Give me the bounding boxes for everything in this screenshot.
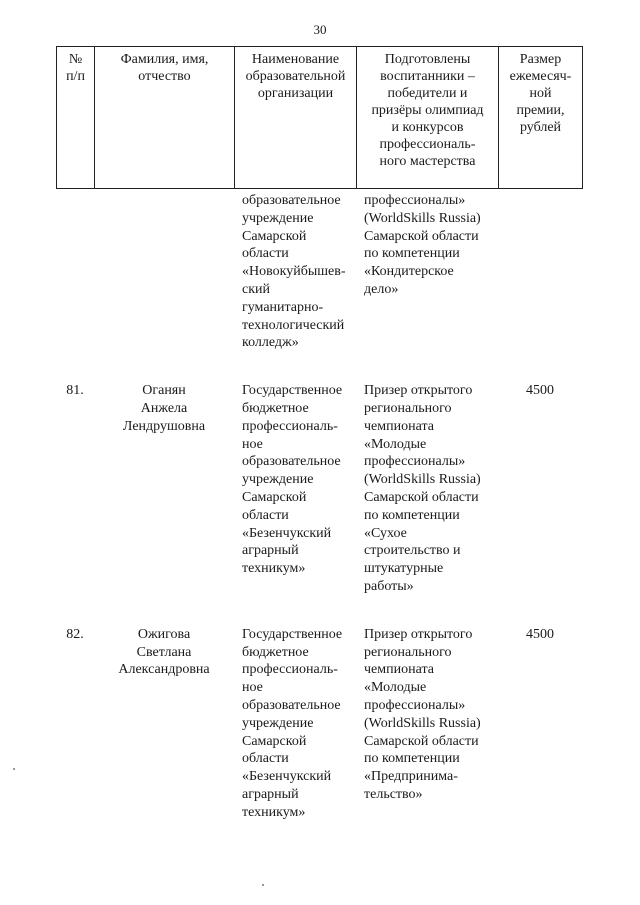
cell-line: «Предпринима- — [364, 769, 458, 785]
cell-line: «Безенчукский — [242, 525, 332, 541]
cell-line: Государственное — [242, 383, 343, 399]
header-line: Размер — [519, 52, 562, 67]
cell-line: техникум» — [242, 561, 306, 577]
column-header-bonus — [499, 47, 583, 189]
cell-line: бюджетное — [242, 644, 309, 660]
cell-line: регионального — [364, 644, 452, 660]
cell-name — [94, 190, 234, 382]
table-header — [56, 46, 583, 189]
header-line: и конкурсов — [391, 120, 464, 135]
cell-line: области — [242, 751, 289, 767]
cell-line: образовательное — [242, 454, 341, 470]
header-line: ной — [529, 86, 552, 101]
cell-line: аграрный — [242, 543, 299, 559]
cell-achievement — [356, 382, 498, 626]
header-line: призёры олимпиад — [371, 103, 484, 118]
cell-line: Ожигова — [137, 626, 191, 642]
cell-line: штукатурные — [364, 561, 444, 577]
table-row-continuation — [56, 190, 582, 382]
page-number: 30 — [313, 22, 327, 37]
cell-line: ное — [242, 680, 263, 696]
cell-line: учреждение — [242, 210, 314, 226]
cell-line: образовательное — [242, 193, 341, 208]
cell-line: технологический — [242, 317, 345, 333]
table-row — [56, 626, 582, 852]
header-line: ежемесяч- — [509, 69, 572, 84]
cell-line: Государственное — [242, 626, 343, 642]
cell-line: колледж» — [242, 335, 299, 351]
header-line: № — [68, 52, 83, 67]
cell-line: области — [242, 246, 289, 262]
cell-line: профессионалы» — [364, 454, 466, 470]
header-line: Наименование — [251, 52, 340, 67]
cell-line: тельство» — [364, 786, 423, 802]
cell-line: учреждение — [242, 472, 314, 488]
cell-line: строительство и — [364, 543, 461, 559]
cell-line: по компетенции — [364, 246, 460, 262]
column-header-number — [57, 47, 95, 189]
header-line: организации — [257, 86, 334, 101]
cell-bonus: 4500 — [526, 626, 554, 642]
cell-achievement — [356, 626, 498, 852]
header-line: Подготовлены — [384, 52, 471, 67]
cell-line: области — [242, 507, 289, 523]
column-header-organization — [235, 47, 357, 189]
scan-speck — [13, 768, 15, 770]
cell-line: Анжела — [140, 400, 188, 416]
cell-line: работы» — [364, 578, 414, 594]
table-row — [56, 382, 582, 626]
cell-line: бюджетное — [242, 400, 309, 416]
cell-organization — [234, 626, 356, 852]
cell-line: аграрный — [242, 786, 299, 802]
column-header-achievement — [357, 47, 499, 189]
cell-line: чемпионата — [364, 662, 434, 678]
table-body — [56, 190, 582, 852]
header-line: отчество — [138, 69, 191, 84]
header-line: профессиональ- — [379, 137, 476, 152]
cell-line: гуманитарно- — [242, 299, 324, 315]
cell-line: профессионалы» — [364, 697, 466, 713]
scan-speck — [262, 884, 264, 886]
cell-line: чемпионата — [364, 418, 434, 434]
cell-line: Самарской — [242, 733, 307, 749]
cell-name — [94, 382, 234, 626]
cell-number: 82. — [66, 626, 84, 642]
cell-number — [56, 190, 94, 382]
header-line: победители и — [387, 86, 468, 101]
cell-line: Самарской — [242, 228, 307, 244]
cell-line: образовательное — [242, 697, 341, 713]
cell-line: «Новокуйбышев- — [242, 264, 346, 280]
cell-line: ное — [242, 436, 263, 452]
cell-line: «Молодые — [364, 680, 427, 696]
cell-line: (WorldSkills Russia) — [364, 210, 481, 226]
cell-line: по компетенции — [364, 507, 460, 523]
header-line: воспитанники – — [380, 69, 475, 84]
cell-line: «Безенчукский — [242, 769, 332, 785]
cell-organization — [234, 190, 356, 382]
cell-line: Светлана — [136, 644, 192, 660]
cell-number: 81. — [66, 383, 84, 399]
cell-line: Призер открытого — [364, 383, 473, 399]
cell-line: Самарской области — [364, 489, 479, 505]
cell-line: Лендрушовна — [122, 418, 206, 434]
header-line: образовательной — [245, 69, 346, 84]
cell-organization — [234, 382, 356, 626]
cell-line: регионального — [364, 400, 452, 416]
cell-line: «Кондитерское — [364, 264, 454, 280]
column-header-name — [95, 47, 235, 189]
cell-line: Самарской области — [364, 228, 479, 244]
cell-line: «Молодые — [364, 436, 427, 452]
cell-line: Призер открытого — [364, 626, 473, 642]
cell-line: профессиональ- — [242, 662, 338, 678]
cell-line: Самарской — [242, 489, 307, 505]
cell-line: (WorldSkills Russia) — [364, 715, 481, 731]
header-line: рублей — [519, 120, 562, 135]
cell-line: по компетенции — [364, 751, 460, 767]
header-line: ного мастерства — [379, 154, 476, 169]
header-line: премии, — [516, 103, 565, 118]
header-line: Фамилия, имя, — [120, 52, 209, 67]
cell-line: ский — [242, 281, 270, 297]
cell-line: профессиональ- — [242, 418, 338, 434]
cell-line: Оганян — [142, 383, 186, 399]
cell-name — [94, 626, 234, 852]
cell-line: (WorldSkills Russia) — [364, 472, 481, 488]
cell-line: дело» — [364, 281, 399, 297]
cell-bonus — [498, 190, 582, 382]
cell-line: профессионалы» — [364, 193, 466, 208]
cell-line: учреждение — [242, 715, 314, 731]
cell-line: Самарской области — [364, 733, 479, 749]
cell-bonus: 4500 — [526, 383, 554, 399]
cell-line: Александровна — [118, 662, 210, 678]
cell-line: техникум» — [242, 804, 306, 820]
cell-achievement — [356, 190, 498, 382]
header-line: п/п — [66, 69, 85, 84]
cell-line: «Сухое — [364, 525, 407, 541]
